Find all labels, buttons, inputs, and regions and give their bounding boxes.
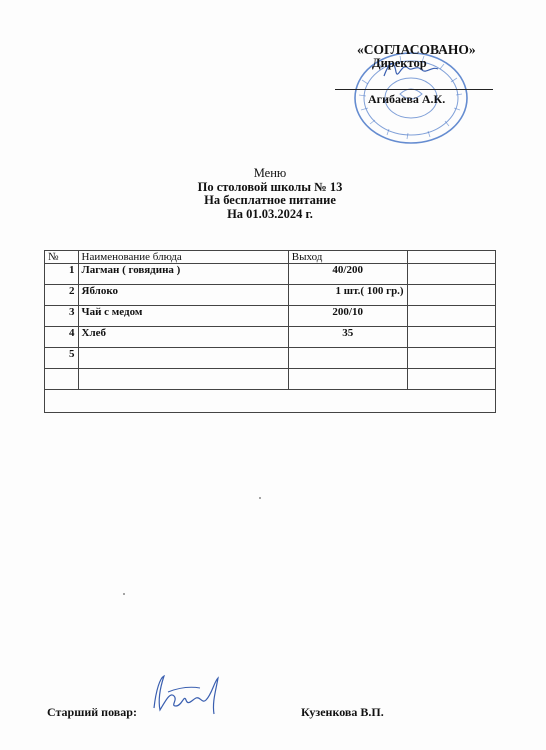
table-row	[45, 285, 496, 306]
row-name: Чай с медом	[78, 306, 288, 327]
row-num: 2	[45, 285, 79, 306]
header-out: Выход	[288, 251, 407, 264]
table-footer-row	[45, 390, 496, 413]
footer-label: Старший повар:	[47, 705, 137, 719]
row-out: 1 шт.( 100 гр.)	[288, 285, 407, 306]
row-num: 5	[45, 348, 79, 369]
speck	[123, 593, 125, 595]
speck	[259, 497, 261, 499]
row-blank	[407, 264, 495, 285]
heading-line-2: По столовой школы № 13	[197, 179, 343, 194]
footer-name: Кузенкова В.П.	[301, 705, 384, 719]
heading-line-1: Меню	[253, 166, 287, 180]
header-num: №	[45, 251, 79, 264]
header-blank	[407, 251, 495, 264]
table-row	[45, 306, 496, 327]
table-row	[45, 369, 496, 390]
table-row	[45, 264, 496, 285]
row-out: 40/200	[288, 264, 407, 285]
approval-name: Агибаева А.К.	[368, 92, 446, 106]
row-num: 4	[45, 327, 79, 348]
row-blank	[407, 306, 495, 327]
row-out-empty	[288, 369, 407, 390]
row-out	[288, 348, 407, 369]
heading-line-3: На бесплатное питание	[204, 193, 336, 207]
row-name: Лагман ( говядина )	[78, 264, 288, 285]
heading-line-4: На 01.03.2024 г.	[227, 206, 313, 221]
row-blank	[407, 369, 495, 390]
table-row	[45, 327, 496, 348]
table-header-row	[45, 251, 496, 264]
row-out: 35	[288, 327, 407, 348]
header-name: Наименование блюда	[78, 251, 288, 264]
row-blank	[407, 327, 495, 348]
row-blank	[407, 285, 495, 306]
row-name: Яблоко	[78, 285, 288, 306]
row-blank	[407, 348, 495, 369]
approval-title: «СОГЛАСОВАНО»	[357, 42, 476, 57]
table-footer-cell	[45, 390, 496, 413]
row-name-empty	[78, 369, 288, 390]
row-num-empty	[45, 369, 79, 390]
row-num: 3	[45, 306, 79, 327]
row-name	[78, 348, 288, 369]
table-row	[45, 348, 496, 369]
row-num: 1	[45, 264, 79, 285]
cook-signature	[148, 670, 228, 720]
approval-role: Директор	[372, 56, 427, 70]
menu-table	[44, 250, 496, 413]
menu-heading	[140, 167, 400, 221]
row-name: Хлеб	[78, 327, 288, 348]
row-out: 200/10	[288, 306, 407, 327]
signature-line	[335, 89, 493, 90]
